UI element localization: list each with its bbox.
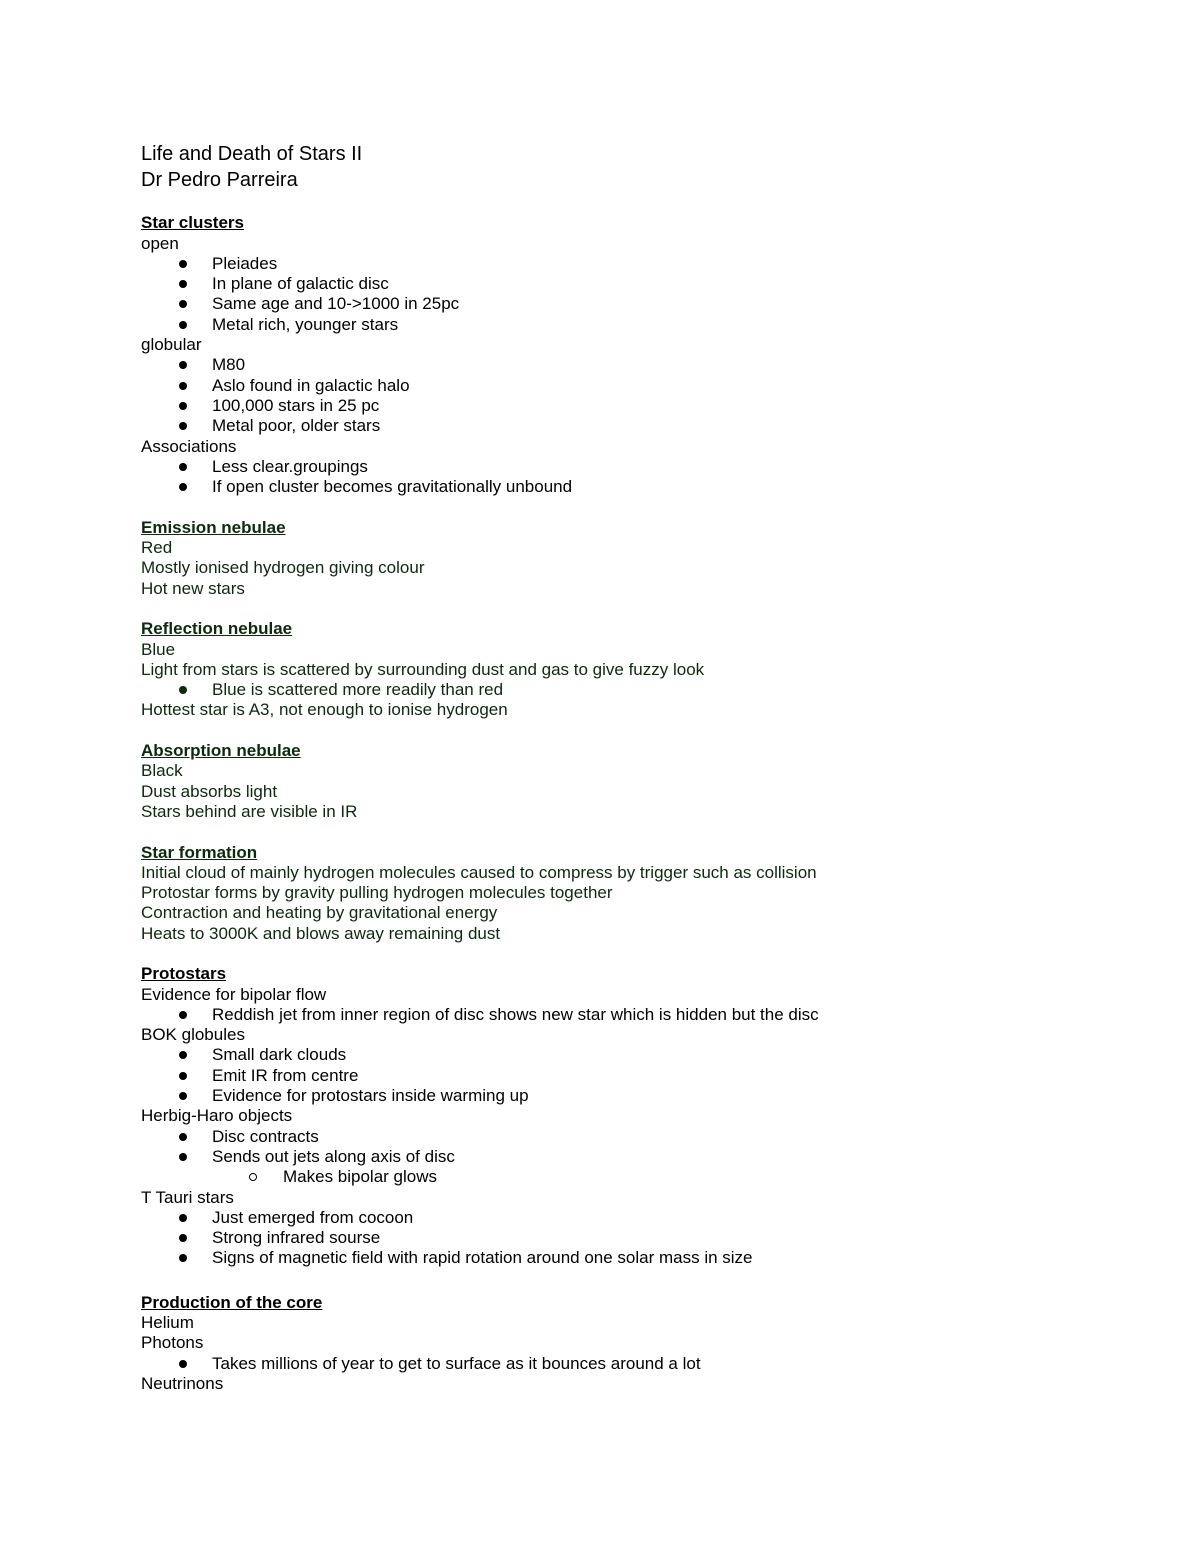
section-heading: Star formation <box>141 842 258 862</box>
globular-list <box>141 355 1141 436</box>
bok-list <box>141 1045 1141 1106</box>
herbig-label: Herbig-Haro objects <box>141 1106 293 1126</box>
text-line: Contraction and heating by gravitational energy <box>141 903 498 923</box>
section-heading: Protostars <box>141 964 227 984</box>
spacer <box>141 599 1141 619</box>
section-star-formation <box>141 843 1141 944</box>
list-item: Takes millions of year to get to surface as it bounces around a lot <box>141 1354 1141 1374</box>
text-line: Blue <box>141 639 176 659</box>
associations-list <box>141 457 1141 498</box>
sub-list-item: Makes bipolar glows <box>141 1167 1141 1187</box>
list-item: Metal rich, younger stars <box>141 315 1141 335</box>
photons-list <box>141 1354 1141 1374</box>
list-item: Evidence for protostars inside warming up <box>141 1086 1141 1106</box>
text-line: Light from stars is scattered by surrounding dust and gas to give fuzzy look <box>141 659 705 679</box>
document-body <box>141 141 1141 1394</box>
section-star-clusters <box>141 213 1141 497</box>
text-line: Mostly ionised hydrogen giving colour <box>141 558 425 578</box>
ttauri-label: T Tauri stars <box>141 1187 234 1207</box>
section-heading: Absorption nebulae <box>141 741 301 761</box>
list-item: Metal poor, older stars <box>141 416 1141 436</box>
list-item: Disc contracts <box>141 1127 1141 1147</box>
text-line: Red <box>141 538 173 558</box>
section-emission-nebulae <box>141 518 1141 599</box>
list-item: Just emerged from cocoon <box>141 1208 1141 1228</box>
open-list <box>141 254 1141 335</box>
text-line: Photons <box>141 1333 204 1353</box>
list-item: Signs of magnetic field with rapid rotation around one solar mass in size <box>141 1248 1141 1268</box>
text-line: Dust absorbs light <box>141 781 278 801</box>
section-heading: Star clusters <box>141 213 244 233</box>
list-item: Same age and 10->1000 in 25pc <box>141 294 1141 314</box>
globular-label: globular <box>141 335 202 355</box>
list-item: Blue is scattered more readily than red <box>141 680 1141 700</box>
bok-label: BOK globules <box>141 1025 245 1045</box>
list-item: Strong infrared sourse <box>141 1228 1141 1248</box>
list-item: Emit IR from centre <box>141 1066 1141 1086</box>
list-item: Reddish jet from inner region of disc shows new star which is hidden but the disc <box>141 1005 1141 1025</box>
section-production-of-core <box>141 1293 1141 1394</box>
list-item: Sends out jets along axis of disc <box>141 1147 1141 1167</box>
section-heading: Emission nebulae <box>141 517 286 537</box>
list-item: 100,000 stars in 25 pc <box>141 396 1141 416</box>
list-item: Small dark clouds <box>141 1045 1141 1065</box>
herbig-list <box>141 1127 1141 1188</box>
spacer <box>141 193 1141 213</box>
ttauri-list <box>141 1208 1141 1269</box>
spacer <box>141 497 1141 517</box>
list-item: Less clear.groupings <box>141 457 1141 477</box>
spacer <box>141 1269 1141 1293</box>
reflection-list <box>141 680 1141 700</box>
text-line: Neutrinons <box>141 1373 224 1393</box>
text-line: Hottest star is A3, not enough to ionise hydrogen <box>141 700 508 720</box>
open-label: open <box>141 233 179 253</box>
bipolar-label: Evidence for bipolar flow <box>141 984 327 1004</box>
section-heading: Production of the core <box>141 1292 323 1312</box>
spacer <box>141 822 1141 842</box>
text-line: Helium <box>141 1313 194 1333</box>
text-line: Protostar forms by gravity pulling hydrogen molecules together <box>141 883 613 903</box>
section-heading: Reflection nebulae <box>141 619 293 639</box>
doc-author: Dr Pedro Parreira <box>141 169 298 191</box>
text-line: Heats to 3000K and blows away remaining dust <box>141 923 501 943</box>
list-item: M80 <box>141 355 1141 375</box>
section-reflection-nebulae <box>141 619 1141 720</box>
text-line: Black <box>141 761 183 781</box>
text-line: Initial cloud of mainly hydrogen molecules caused to compress by trigger such as collision <box>141 862 817 882</box>
list-item: In plane of galactic disc <box>141 274 1141 294</box>
doc-title: Life and Death of Stars II <box>141 143 363 165</box>
list-item: If open cluster becomes gravitationally unbound <box>141 477 1141 497</box>
text-line: Stars behind are visible in IR <box>141 801 358 821</box>
bipolar-list <box>141 1005 1141 1025</box>
text-line: Hot new stars <box>141 578 245 598</box>
section-protostars <box>141 964 1141 1268</box>
spacer <box>141 721 1141 741</box>
section-absorption-nebulae <box>141 741 1141 822</box>
list-item: Pleiades <box>141 254 1141 274</box>
list-item: Aslo found in galactic halo <box>141 376 1141 396</box>
spacer <box>141 944 1141 964</box>
associations-label: Associations <box>141 436 237 456</box>
